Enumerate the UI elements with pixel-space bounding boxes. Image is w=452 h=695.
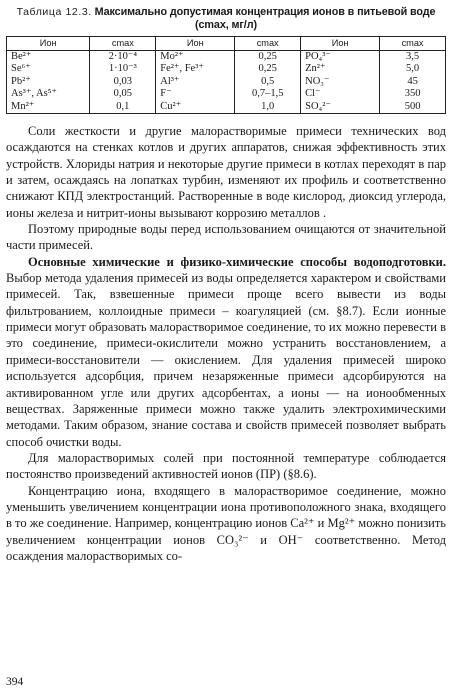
table-header-cell: Ион [301,37,380,51]
table-row [7,76,446,89]
table-cell-value: 500 [380,101,446,114]
table-cell-value: 1,0 [235,101,301,114]
table-cell-value: 0,7–1,5 [235,88,301,101]
ion-concentration-table [6,36,446,114]
table-cell-ion: SO₄²⁻ [301,101,380,114]
table-cell-ion: As³⁺, As⁵⁺ [7,88,90,101]
table-cell-value: 0,25 [235,50,301,63]
table-cell-value: 0,5 [235,76,301,89]
table-caption-label: Таблица 12.3. [16,6,92,18]
paragraph: Концентрацию иона, входящего в малорастворимое соединение, можно уменьшить увеличением концентрации иона противоположного знака, входящего в то же соединение. Например, концентрацию ионов Ca²⁺ и Mg²⁺ можно понизить увеличением концентрации ионов CO₃²⁻ и OH⁻ соответственно. Метод осаждения малорастворимых со- [6,483,446,563]
table-header-row [7,37,446,51]
paragraph: Для малорастворимых солей при постоянной температуре соблюдается постоянство произведений активностей ионов (ПР) (§8.6). [6,450,446,482]
table-cell-value: 1·10⁻³ [90,63,156,76]
table-cell-value: 45 [380,76,446,89]
table-cell-value: 0,03 [90,76,156,89]
section-heading: Основные химические и физико-химические способы водоподготовки. [28,254,446,269]
table-cell-ion: Mn²⁺ [7,101,90,114]
table-cell-value: 0,25 [235,63,301,76]
table-cell-value: 0,1 [90,101,156,114]
table-header-cell: cmax [235,37,301,51]
table-row [7,50,446,63]
table-cell-ion: Be²⁺ [7,50,90,63]
table-row [7,88,446,101]
table-cell-ion: Fe²⁺, Fe³⁺ [156,63,235,76]
table-cell-value: 350 [380,88,446,101]
table-cell-ion: Se⁶⁺ [7,63,90,76]
table-cell-ion: Cu²⁺ [156,101,235,114]
table-cell-ion: Mo²⁺ [156,50,235,63]
table-cell-ion: F⁻ [156,88,235,101]
paragraph [6,254,446,450]
table-cell-ion: PO₄³⁻ [301,50,380,63]
table-cell-value: 0,05 [90,88,156,101]
page-number: 394 [6,676,24,688]
table-header-cell: cmax [90,37,156,51]
paragraph: Соли жесткости и другие малорастворимые примеси технических вод осаждаются на стенках котлов и других аппаратов, снижая эффективность этих устройств. Хлориды натрия и некоторые другие примеси в котлах переходят в пар и затем, осаждаясь на лопатках турбин, изменяют их профиль и соответственно снижают КПД электростанций. Растворенные в воде кислород, диоксид углерода, ионы железа и нитрит-ионы вызывают коррозию металлов . [6,124,446,220]
table-header-cell: Ион [7,37,90,51]
body-text [6,123,446,564]
table-cell-value: 3,5 [380,50,446,63]
table-row [7,101,446,114]
table-cell-ion: Cl⁻ [301,88,380,101]
table-caption-title: Максимально допустимая концентрация ионов в питьевой воде [94,6,436,18]
table-cell-value: 5,0 [380,63,446,76]
paragraph-text: Выбор метода удаления примесей из воды определяется характером и свойствами примесей. Так, взвешенные примеси проще всего вывести из воды фильтрованием, коллоидные примеси – коагуляцией (см. §8.7). Если ионные примеси могут образовать малорастворимое соединение, то их можно перевести в это соединение, примеси-окислители можно устранить восстановлением, а примеси-восстановители — окислением. Для удаления примесей широко используется адсорбция, причем незаряженные примеси адсорбируются на активированном угле или других адсорбентах, а ионы — на ионообменных веществах. Заряженные примеси можно также удалить электрохимическими методами. Таким образом, знание состава и свойств примесей позволяет выбрать способ очистки воды. [6,271,446,449]
table-cell-value: 2·10⁻⁴ [90,50,156,63]
table-cell-ion: NO₃⁻ [301,76,380,89]
table-cell-ion: Pb²⁺ [7,76,90,89]
table-row [7,63,446,76]
table-caption-unit: (cmax, мг/л) [195,19,257,31]
table-cell-ion: Al³⁺ [156,76,235,89]
table-caption [6,6,446,32]
table-header-cell: cmax [380,37,446,51]
table-header-cell: Ион [156,37,235,51]
paragraph: Поэтому природные воды перед использованием очищаются от значительной части примесей. [6,222,446,253]
table-cell-ion: Zn²⁺ [301,63,380,76]
